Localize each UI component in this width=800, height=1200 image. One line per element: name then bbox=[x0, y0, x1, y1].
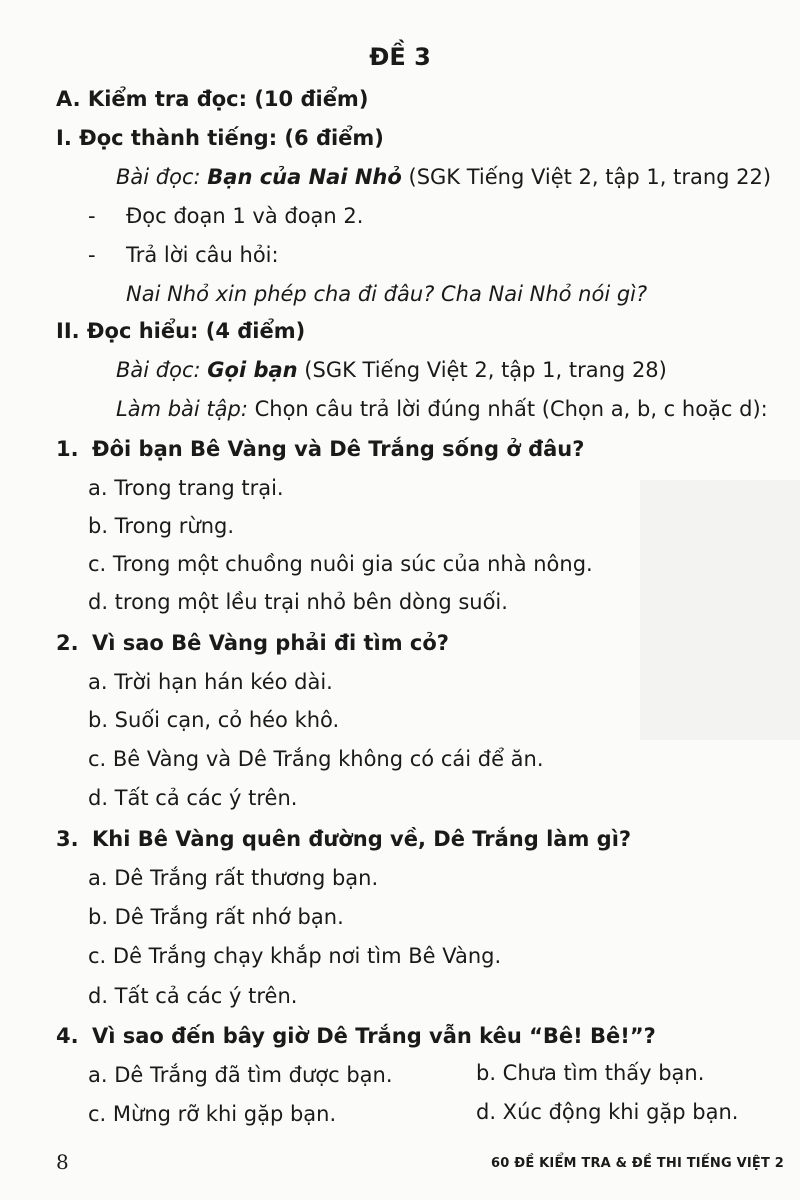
exercise-text: Chọn câu trả lời đúng nhất (Chọn a, b, c hoặc d): bbox=[254, 397, 768, 421]
exercise-label: Làm bài tập: bbox=[116, 397, 248, 421]
question-1-option-a: a. Trong trang trại. bbox=[88, 476, 284, 500]
reading-1-title: Bạn của Nai Nhỏ bbox=[207, 165, 402, 189]
question-1-option-d: d. trong một lều trại nhỏ bên dòng suối. bbox=[88, 590, 508, 614]
question-1-option-c: c. Trong một chuồng nuôi gia súc của nhà nông. bbox=[88, 552, 593, 576]
question-3-option-b: b. Dê Trắng rất nhớ bạn. bbox=[88, 905, 344, 929]
question-text: Vì sao đến bây giờ Dê Trắng vẫn kêu “Bê! Bê!”? bbox=[92, 1024, 656, 1048]
section-ii-heading: II. Đọc hiểu: (4 điểm) bbox=[56, 319, 306, 343]
book-footer: 60 ĐỀ KIỂM TRA & ĐỀ THI TIẾNG VIỆT 2 bbox=[491, 1156, 784, 1171]
task-dash: - bbox=[88, 243, 96, 267]
reading-1-line bbox=[116, 164, 771, 190]
reading-2-source: (SGK Tiếng Việt 2, tập 1, trang 28) bbox=[304, 358, 667, 382]
task-2 bbox=[88, 242, 279, 268]
question-3-option-d: d. Tất cả các ý trên. bbox=[88, 984, 298, 1008]
section-i-heading: I. Đọc thành tiếng: (6 điểm) bbox=[56, 126, 384, 150]
question-text: Khi Bê Vàng quên đường về, Dê Trắng làm gì? bbox=[92, 827, 632, 851]
question-3-option-a: a. Dê Trắng rất thương bạn. bbox=[88, 866, 379, 890]
page-number: 8 bbox=[56, 1150, 69, 1174]
question-text: Vì sao Bê Vàng phải đi tìm cỏ? bbox=[92, 631, 449, 655]
question-3 bbox=[56, 826, 631, 852]
question-number: 3. bbox=[56, 827, 79, 851]
question-number: 2. bbox=[56, 631, 79, 655]
question-text: Đôi bạn Bê Vàng và Dê Trắng sống ở đâu? bbox=[92, 437, 585, 461]
question-2-option-b: b. Suối cạn, cỏ héo khô. bbox=[88, 708, 340, 732]
question-2 bbox=[56, 630, 449, 656]
page-title: ĐỀ 3 bbox=[369, 43, 431, 71]
oral-question: Nai Nhỏ xin phép cha đi đâu? Cha Nai Nhỏ nói gì? bbox=[126, 282, 648, 306]
background-shade bbox=[640, 480, 800, 740]
question-2-option-d: d. Tất cả các ý trên. bbox=[88, 786, 298, 810]
question-4-option-b: b. Chưa tìm thấy bạn. bbox=[476, 1061, 705, 1085]
question-1-option-b: b. Trong rừng. bbox=[88, 514, 235, 538]
task-1 bbox=[88, 203, 363, 229]
section-a-heading: A. Kiểm tra đọc: (10 điểm) bbox=[56, 87, 369, 111]
reading-2-line bbox=[116, 357, 667, 383]
task-dash: - bbox=[88, 204, 96, 228]
question-4-option-a: a. Dê Trắng đã tìm được bạn. bbox=[88, 1063, 393, 1087]
question-1 bbox=[56, 436, 584, 462]
exercise-instruction bbox=[116, 396, 768, 422]
question-2-option-c: c. Bê Vàng và Dê Trắng không có cái để ăn. bbox=[88, 747, 544, 771]
reading-2-title: Gọi bạn bbox=[207, 358, 298, 382]
question-4-option-c: c. Mừng rỡ khi gặp bạn. bbox=[88, 1102, 337, 1126]
task-text: Trả lời câu hỏi: bbox=[126, 243, 279, 267]
question-2-option-a: a. Trời hạn hán kéo dài. bbox=[88, 670, 333, 694]
task-text: Đọc đoạn 1 và đoạn 2. bbox=[126, 204, 364, 228]
question-number: 1. bbox=[56, 437, 79, 461]
reading-1-label: Bài đọc: bbox=[116, 165, 201, 189]
question-3-option-c: c. Dê Trắng chạy khắp nơi tìm Bê Vàng. bbox=[88, 944, 502, 968]
question-4-option-d: d. Xúc động khi gặp bạn. bbox=[476, 1100, 739, 1124]
reading-1-source: (SGK Tiếng Việt 2, tập 1, trang 22) bbox=[408, 165, 772, 189]
question-4 bbox=[56, 1023, 656, 1049]
reading-2-label: Bài đọc: bbox=[116, 358, 201, 382]
question-number: 4. bbox=[56, 1024, 79, 1048]
